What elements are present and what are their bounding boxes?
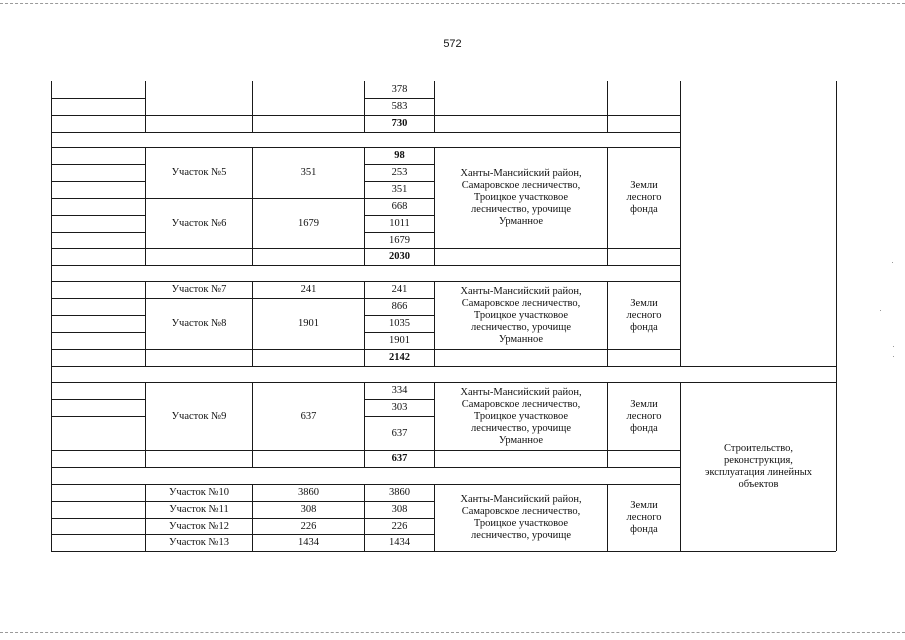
value-cell: 866 [391, 301, 408, 312]
plot-name: Участок №7 [171, 284, 227, 295]
value-cell: 226 [391, 520, 408, 532]
value-cell: 351 [391, 184, 408, 195]
scan-speck [893, 356, 894, 357]
value-cell: 1434 [389, 537, 410, 548]
location-cell: Ханты-Мансийский район, Самаровское лесничество, Троицкое участковое лесничество, урочище [460, 494, 582, 541]
category-cell: Земли лесного фонда [626, 180, 662, 215]
location-cell: Ханты-Мансийский район, Самаровское лесничество, Троицкое участковое лесничество, урочище Урманное [460, 386, 582, 446]
scan-speck [892, 262, 893, 263]
total-cell: 730 [391, 118, 408, 129]
location-cell: Ханты-Мансийский район, Самаровское лесничество, Троицкое участковое лесничество, урочище Урманное [460, 168, 582, 227]
plot-name: Участок №10 [169, 487, 229, 498]
value-cell: 1901 [389, 335, 410, 346]
plot-name: Участок №5 [171, 167, 227, 178]
plot-name: Участок №9 [171, 410, 227, 422]
total-cell: 2030 [389, 251, 410, 262]
value-cell: 637 [391, 427, 408, 439]
scan-speck [880, 310, 881, 311]
purpose-cell: Строительство, реконструкция, эксплуатация линейных объектов [704, 443, 813, 490]
plot-area: 308 [300, 504, 317, 515]
value-cell: 334 [391, 385, 408, 396]
total-cell: 637 [391, 453, 408, 464]
value-cell: 1035 [389, 318, 410, 329]
value-cell: 3860 [389, 487, 410, 498]
plot-name: Участок №12 [169, 520, 229, 532]
value-cell: 98 [394, 150, 405, 161]
category-cell: Земли лесного фонда [626, 500, 662, 535]
plot-area: 1434 [298, 537, 319, 548]
plot-area: 226 [300, 520, 317, 532]
value-cell: 1679 [389, 234, 410, 246]
plot-name: Участок №13 [169, 537, 229, 548]
scan-bottom-edge [0, 632, 905, 633]
page-number: 572 [443, 38, 462, 50]
plot-area: 241 [300, 284, 317, 295]
category-cell: Земли лесного фонда [626, 297, 662, 333]
value-cell: 253 [391, 167, 408, 178]
value-cell: 241 [391, 284, 408, 295]
plot-name: Участок №8 [171, 318, 227, 329]
plot-name: Участок №6 [171, 217, 227, 229]
location-cell: Ханты-Мансийский район, Самаровское лесничество, Троицкое участковое лесничество, урочище Урманное [460, 285, 582, 345]
value-cell: 1011 [389, 218, 410, 229]
category-cell: Земли лесного фонда [626, 398, 662, 434]
scan-speck [893, 346, 894, 347]
value-cell: 308 [391, 504, 408, 515]
plot-area: 351 [300, 167, 317, 178]
total-cell: 2142 [389, 352, 410, 363]
value-cell: 378 [391, 84, 408, 95]
value-cell: 668 [391, 201, 408, 212]
plot-name: Участок №11 [169, 504, 229, 515]
plot-area: 1901 [298, 318, 319, 329]
value-cell: 583 [391, 101, 408, 112]
plot-area: 1679 [298, 217, 319, 229]
value-cell: 303 [391, 402, 408, 413]
plot-area: 3860 [298, 487, 319, 498]
plot-area: 637 [300, 410, 317, 422]
